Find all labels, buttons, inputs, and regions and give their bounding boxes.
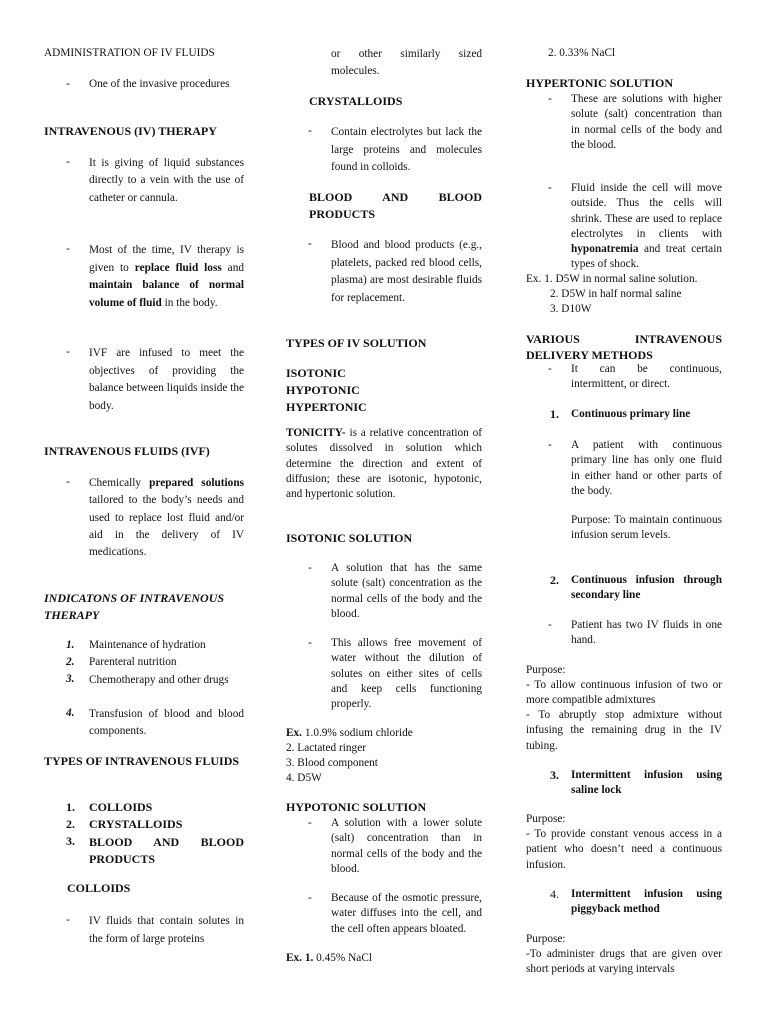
colloids-bullet: IV fluids that contain solutes in the form of large proteins (89, 915, 244, 945)
hypertonic-example-1: Ex. 1. D5W in normal saline solution. (526, 273, 698, 285)
list-item: Transfusion of blood and blood components. (89, 708, 244, 737)
list-item: Parenteral nutrition (89, 656, 177, 668)
bullet-dash: - (548, 363, 552, 375)
iv-therapy-bullet-3: IVF are infused to meet the objectives of providing the balance between liquids inside the body. (89, 347, 244, 412)
bullet-dash: - (548, 439, 552, 451)
hypertonic-example-3: 3. D10W (550, 303, 592, 315)
list-item: COLLOIDS (89, 800, 153, 814)
bullet-dash: - (308, 562, 312, 574)
blood-products-bullet: Blood and blood products (e.g., platelets, packed red blood cells, plasma) are most desirable fluids for replacement. (331, 239, 482, 304)
heading-iv-fluids: INTRAVENOUS FLUIDS (IVF) (44, 444, 210, 458)
list-number: 2. (66, 656, 75, 668)
method-3-purpose-label: Purpose: (526, 813, 566, 825)
method-2-bullet: Patient has two IV fluids in one hand. (571, 619, 722, 647)
hypotonic-bullet-2: Because of the osmotic pressure, water diffuses into the cell, and the cell often appears bloated. (331, 892, 482, 935)
isotonic-bullet-1: A solution that has the same solute (salt) concentration as the normal cells of the body and the blood. (331, 562, 482, 620)
hypotonic-example-2: 2. 0.33% NaCl (548, 47, 616, 59)
document-title: ADMINISTRATION OF IV FLUIDS (44, 47, 215, 59)
bullet-dash: - (66, 346, 70, 358)
heading-colloids: COLLOIDS (67, 881, 131, 895)
list-number: 4. (550, 887, 559, 901)
list-number: 1. (66, 639, 75, 651)
list-number: 3. (66, 673, 75, 685)
tonicity-definition: TONICITY- is a relative concentration of solutes dissolved in solution which determine the direction and extent of diffusion; these are isotonic, hypotonic, and hypertonic solution. (286, 427, 482, 501)
bullet-dash: - (308, 817, 312, 829)
method-4-purpose-label: Purpose: (526, 933, 566, 945)
solution-type: ISOTONIC (286, 366, 346, 380)
solution-type: HYPERTONIC (286, 400, 367, 414)
hypotonic-example-1: Ex. 1. 0.45% NaCl (286, 952, 372, 964)
method-2-purpose-1: - To allow continuous infusion of two or more compatible admixtures (526, 679, 722, 707)
hypertonic-bullet-1: These are solutions with higher solute (salt) concentration than in normal cells of the body and the blood. (571, 93, 722, 151)
bullet-dash: - (66, 914, 70, 926)
heading-hypertonic: HYPERTONIC SOLUTION (526, 76, 674, 90)
iv-therapy-bullet-1: It is giving of liquid substances directly to a vein with the use of catheter or cannula. (89, 157, 244, 204)
hypertonic-bullet-2: Fluid inside the cell will move outside. Thus the cells will shrink. These are used to replace electrolytes in clients with hyponatremia and treat certain types of shock. (571, 182, 722, 271)
heading-types-fluids: TYPES OF INTRAVENOUS FLUIDS (44, 754, 240, 768)
colloids-continued: or other similarly sized molecules. (331, 48, 482, 77)
bullet-dash: - (66, 78, 70, 90)
method-4-title: Intermittent infusion using piggyback method (571, 888, 722, 916)
bullet-dash: - (308, 637, 312, 649)
isotonic-example-1: Ex. 1.0.9% sodium chloride (286, 727, 413, 739)
heading-iv-therapy: INTRAVENOUS (IV) THERAPY (44, 124, 217, 138)
isotonic-example-3: 3. Blood component (286, 757, 378, 769)
heading-blood-products: BLOOD AND BLOOD PRODUCTS (309, 190, 482, 221)
crystalloids-bullet: Contain electrolytes but lack the large proteins and molecules found in colloids. (331, 126, 482, 173)
method-1-bullet: A patient with continuous primary line has only one fluid in either hand or other parts of the body. (571, 439, 722, 497)
solution-type: HYPOTONIC (286, 383, 360, 397)
list-number: 1. (66, 800, 75, 814)
list-number: 2. (550, 573, 559, 587)
method-4-purpose-1: -To administer drugs that are given over short periods at varying intervals (526, 948, 722, 976)
heading-types-solution: TYPES OF IV SOLUTION (286, 336, 427, 350)
list-number: 3. (66, 834, 75, 848)
list-number: 1. (550, 407, 559, 421)
method-1-purpose: Purpose: To maintain continuous infusion serum levels. (571, 514, 722, 542)
bullet-dash: - (308, 125, 312, 137)
bullet-dash: - (548, 93, 552, 105)
method-2-purpose-2: - To abruptly stop admixture without infusing the remaining drug in the IV tubing. (526, 709, 722, 752)
heading-delivery-methods: VARIOUS INTRAVENOUS DELIVERY METHODS (526, 332, 722, 362)
iv-therapy-bullet-2: Most of the time, IV therapy is given to replace fluid loss and maintain balance of normal volume of fluid in the body. (89, 244, 244, 309)
isotonic-example-4: 4. D5W (286, 772, 322, 784)
heading-isotonic: ISOTONIC SOLUTION (286, 531, 413, 545)
list-number: 4. (66, 707, 75, 719)
bullet-dash: - (308, 892, 312, 904)
method-3-title: Intermittent infusion using saline lock (571, 769, 722, 797)
list-item: Chemotherapy and other drugs (89, 674, 229, 686)
list-item: BLOOD AND BLOOD PRODUCTS (89, 835, 244, 866)
bullet-dash: - (308, 238, 312, 250)
delivery-methods-bullet: It can be continuous, intermittent, or direct. (571, 363, 722, 391)
method-2-title: Continuous infusion through secondary line (571, 574, 722, 602)
heading-crystalloids: CRYSTALLOIDS (309, 94, 403, 108)
bullet-dash: - (548, 619, 552, 631)
intro-bullet: One of the invasive procedures (89, 78, 230, 90)
isotonic-bullet-2: This allows free movement of water without the dilution of solutes on either sites of cells and keep cells functioning properly. (331, 637, 482, 711)
hypotonic-bullet-1: A solution with a lower solute (salt) concentration than in normal cells of the body and the blood. (331, 817, 482, 875)
heading-hypotonic: HYPOTONIC SOLUTION (286, 800, 427, 814)
list-item: Maintenance of hydration (89, 639, 206, 651)
method-2-purpose-label: Purpose: (526, 664, 566, 676)
heading-indications: INDICATONS OF INTRAVENOUS THERAPY (44, 591, 225, 622)
list-number: 3. (550, 768, 559, 782)
method-3-purpose-1: - To provide constant venous access in a patient who doesn’t need a continuous infusion. (526, 828, 722, 871)
iv-fluids-bullet: Chemically prepared solutions tailored to the body’s needs and used to replace lost fluid and/or aid in the delivery of IV medications. (89, 477, 244, 559)
isotonic-example-2: 2. Lactated ringer (286, 742, 366, 754)
list-number: 2. (66, 817, 75, 831)
hypertonic-example-2: 2. D5W in half normal saline (550, 288, 682, 300)
method-1-title: Continuous primary line (571, 408, 691, 420)
list-item: CRYSTALLOIDS (89, 817, 183, 831)
bullet-dash: - (66, 243, 70, 255)
bullet-dash: - (66, 156, 70, 168)
bullet-dash: - (548, 182, 552, 194)
bullet-dash: - (66, 476, 70, 488)
